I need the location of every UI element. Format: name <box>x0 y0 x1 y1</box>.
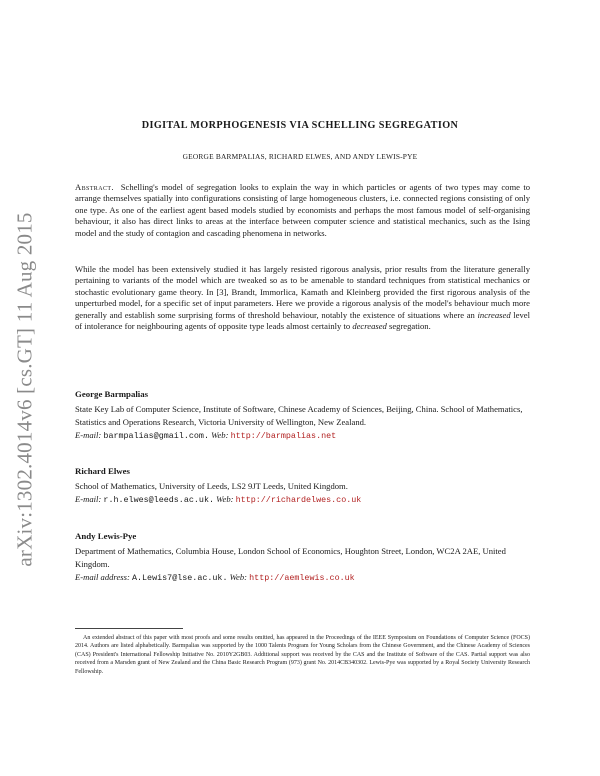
email-lewis-pye[interactable]: A.Lewis7@lse.ac.uk. <box>131 573 228 583</box>
footnote <box>75 634 530 676</box>
web-label: Web: <box>216 494 234 504</box>
para2-text-2: , Brandt, Immorlica, Kamath and Kleinberg provided the first rigorous analysis of the unperturbed model, for a specific set of input parameters. Here we provide a rigorous analysis of the model's behaviour much more generally and establish some surprising forms of threshold behaviour, notably the existence of situations where an <box>75 286 530 320</box>
affiliation-barmpalias: State Key Lab of Computer Science, Institute of Software, Chinese Academy of Sciences, Beijing, China. School of Mathematics, Statistics and Operations Research, Victoria University of Wellington, New Zealand. <box>75 404 523 427</box>
author-address-barmpalias <box>75 403 530 443</box>
email-barmpalias[interactable]: barmpalias@gmail.com. <box>103 431 209 441</box>
abstract-text: Schelling's model of segregation looks to explain the way in which particles or agents of two types may come to arrange themselves spatially into configurations consisting of large homogeneous clusters, i.e. connected regions consisting of only one type. As one of the earliest agent based models studied by economists and perhaps the most famous model of self-organising behaviour, it also has direct links to areas at the interface between computer science and statistical mechanics, such as the Ising model and the study of contagion and cascading phenomena in networks. <box>75 182 531 238</box>
abstract-label: Abstract. <box>75 182 114 192</box>
footnote-text: An extended abstract of this paper with most proofs and some results omitted, has appeared in the Proceedings of the IEEE Symposium on Foundations of Computer Science (FOCS) 2014. Authors are listed alphabetically. Barmpalias was supported by the 1000 Talents Program for Young Scholars from the Chinese Government, and the Chinese Academy of Sciences (CAS) President's International Fellowship Initiative No. 2010Y2GB03. Additional support was received by the CAS and the Institute of Software of the CAS. Partial support was also received from a Marsden grant of New Zealand and the China Basic Research Program (973) grant No. 2014CB340302. Lewis-Pye was supported by a Royal Society University Research Fellowship. <box>75 635 530 675</box>
email-label: E-mail: <box>75 494 102 504</box>
contact-line-elwes <box>75 493 530 507</box>
arxiv-identifier-text: arXiv:1302.4014v6 [cs.GT] 11 Aug 2015 <box>12 211 37 567</box>
para2-text-3: level of intolerance for neighbouring agents of opposite type leads almost certainly to <box>75 309 530 332</box>
intro-paragraph <box>75 264 530 332</box>
affiliation-elwes: School of Mathematics, University of Leeds, LS2 9JT Leeds, United Kingdom. <box>75 481 348 491</box>
affiliation-lewis-pye: Department of Mathematics, Columbia House, London School of Economics, Houghton Street, London, WC2A 2AE, United Kingdom. <box>75 546 506 569</box>
author-address-elwes <box>75 480 530 507</box>
arxiv-side-identifier <box>7 200 43 578</box>
email-label: E-mail: <box>75 430 102 440</box>
paper-title: DIGITAL MORPHOGENESIS VIA SCHELLING SEGREGATION <box>141 120 459 131</box>
para2-text-4: segregation. <box>386 321 431 332</box>
author-name-barmpalias: George Barmpalias <box>75 389 149 399</box>
footnote-rule <box>75 628 183 629</box>
contact-line-barmpalias <box>75 429 530 443</box>
web-link-elwes[interactable]: http://richardelwes.co.uk <box>235 495 362 505</box>
paper-authors: GEORGE BARMPALIAS, RICHARD ELWES, AND ANDY LEWIS-PYE <box>182 152 418 161</box>
para2-emphasis-increased: increased <box>477 309 511 320</box>
web-label: Web: <box>211 430 229 440</box>
abstract <box>75 182 530 239</box>
para2-emphasis-decreased: decreased <box>352 321 387 332</box>
contact-line-lewis-pye <box>75 571 530 585</box>
author-address-lewis-pye <box>75 545 530 585</box>
web-link-barmpalias[interactable]: http://barmpalias.net <box>230 431 337 441</box>
email-label: E-mail address: <box>75 572 130 582</box>
author-name-lewis-pye: Andy Lewis-Pye <box>75 531 137 541</box>
para2-text-1: While the model has been extensively studied it has largely resisted rigorous analysis, prior results from the literature generally pertaining to variants of the model which are tweaked so as to be amenable to standard techniques from statistical mechanics or stochastic evolutionary game theory. In <box>75 264 530 297</box>
web-label: Web: <box>229 572 247 582</box>
citation-link-3[interactable]: [3] <box>216 286 227 297</box>
web-link-lewis-pye[interactable]: http://aemlewis.co.uk <box>249 573 355 583</box>
author-name-elwes: Richard Elwes <box>75 466 130 476</box>
email-elwes[interactable]: r.h.elwes@leeds.ac.uk. <box>103 495 214 505</box>
